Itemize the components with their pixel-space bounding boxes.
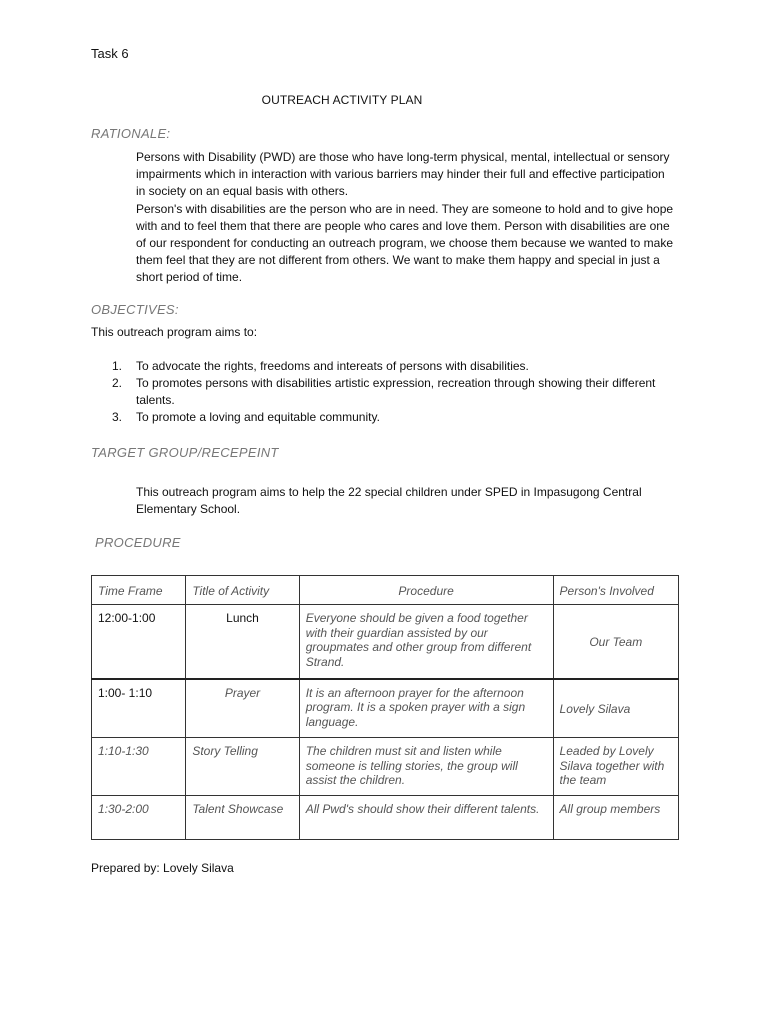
rationale-heading: RATIONALE: — [91, 126, 171, 141]
time-cell: 1:30-2:00 — [92, 796, 186, 840]
rationale-paragraph-2: Person's with disabilities are the person who are in need. They are someone to hold and to give hope with and to feel them that there are people who cares and love them. Person with disabilities are one of our respondent for conducting an outreach program, we choose them because we wanted to make them feel that they are not different from others. We want to make them happy and special in just a short period of time. — [136, 201, 674, 285]
time-cell: 12:00-1:00 — [92, 605, 186, 679]
time-cell: 1:10-1:30 — [92, 738, 186, 796]
prepared-by: Prepared by: Lovely Silava — [91, 861, 234, 875]
procedure-heading: PROCEDURE — [95, 535, 181, 550]
procedure-table — [91, 575, 679, 840]
table-row — [92, 738, 679, 796]
title-cell: Talent Showcase — [186, 796, 299, 840]
objective-number: 3. — [112, 410, 123, 424]
task-label: Task 6 — [91, 46, 129, 61]
table-header-row — [92, 576, 679, 605]
procedure-cell: All Pwd's should show their different talents. — [299, 796, 553, 840]
objective-text: To promote a loving and equitable community. — [136, 410, 380, 424]
column-header: Time Frame — [92, 576, 186, 605]
objective-number: 2. — [112, 376, 123, 390]
table-row — [92, 679, 679, 738]
objective-text: To promotes persons with disabilities artistic expression, recreation through showing their different talents. — [136, 376, 656, 407]
column-header: Procedure — [299, 576, 553, 605]
objectives-list — [112, 358, 672, 426]
procedure-cell: Everyone should be given a food together with their guardian assisted by our groupmates and other group from different Strand. — [299, 605, 553, 679]
document-title: OUTREACH ACTIVITY PLAN — [261, 93, 423, 107]
table-row — [92, 796, 679, 840]
objectives-intro: This outreach program aims to: — [91, 325, 258, 339]
title-cell: Lunch — [186, 605, 299, 679]
title-cell: Story Telling — [186, 738, 299, 796]
table-row — [92, 605, 679, 679]
target-text: This outreach program aims to help the 22 special children under SPED in Impasugong Central Elementary School. — [136, 485, 642, 517]
target-heading: TARGET GROUP/RECEPEINT — [91, 445, 279, 460]
persons-cell: Leaded by Lovely Silava together with the team — [553, 738, 678, 796]
time-cell: 1:00- 1:10 — [92, 679, 186, 738]
procedure-cell: It is an afternoon prayer for the afternoon program. It is a spoken prayer with a sign language. — [299, 679, 553, 738]
objective-number: 1. — [112, 359, 123, 373]
persons-cell: Our Team — [553, 605, 678, 679]
rationale-paragraph-1: Persons with Disability (PWD) are those who have long-term physical, mental, intellectual or sensory impairments which in interaction with various barriers may hinder their full and effective participation in society on an equal basis with others. — [136, 150, 670, 199]
rationale-body — [136, 149, 676, 287]
objective-item — [112, 375, 672, 409]
procedure-cell: The children must sit and listen while someone is telling stories, the group will assist the children. — [299, 738, 553, 796]
title-cell: Prayer — [186, 679, 299, 738]
column-header: Title of Activity — [186, 576, 299, 605]
persons-cell: All group members — [553, 796, 678, 840]
objectives-heading: OBJECTIVES: — [91, 302, 179, 317]
column-header: Person's Involved — [553, 576, 678, 605]
persons-cell: Lovely Silava — [553, 679, 678, 738]
objective-text: To advocate the rights, freedoms and intereats of persons with disabilities. — [136, 359, 529, 373]
objective-item — [112, 358, 672, 375]
objective-item — [112, 409, 672, 426]
